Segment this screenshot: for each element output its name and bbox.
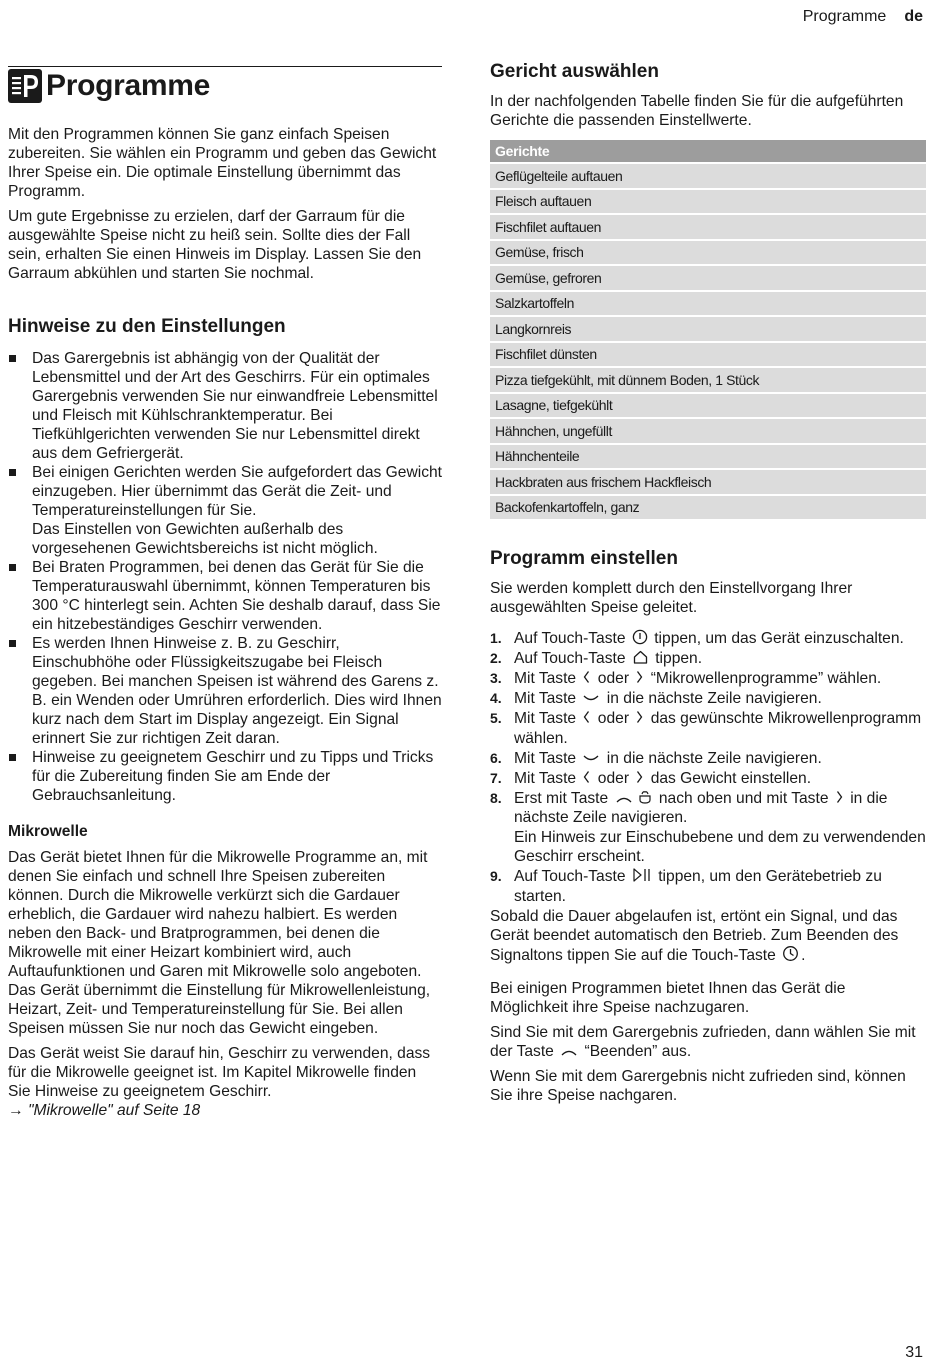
step-text: “Mikrowellenprogramme” wählen. [650,670,882,687]
hinweise-list [8,349,442,805]
step-text: tippen. [655,650,703,667]
step-text: Auf Touch-Taste [514,868,626,885]
program-list-icon [8,69,42,103]
step-text: Auf Touch-Taste [514,630,626,647]
table-row [490,445,926,469]
title-rule [8,66,442,67]
step-text: Mit Taste [514,749,577,767]
chevron-down-icon [582,693,600,705]
chevron-right-icon [635,669,644,685]
play-pause-icon [632,867,652,883]
steps-list [490,629,926,906]
hinweise-item-3-text: Bei Braten Programmen, bei denen das Gerät für Sie die Temperaturauswahl übernimmt, können Temperaturen bis 300 °C hinterlegt sein. Achten Sie deshalb darauf, dass Sie ein hitzebeständiges Geschirr verwenden. [32,559,441,633]
step-number: 2. [490,650,502,666]
hinweise-item-2-extra: Das Einstellen von Gewichten außerhalb des vorgesehenen Gewichtsbereichs ist nicht möglich. [32,521,378,557]
einstellen-intro: Sie werden komplett durch den Einstellvorgang Ihrer ausgewählten Speise geleitet. [490,580,853,616]
hinweise-item-2 [8,463,442,558]
table-cell: Hähnchen, ungefüllt [490,419,926,443]
running-head-section: Programme [802,8,887,25]
zufrieden-text: Sind Sie mit dem Garergebnis zufrieden, dann wählen Sie mit der Taste [490,1023,916,1060]
table-cell: Fischfilet dünsten [490,343,926,367]
chevron-up-icon [560,1046,578,1058]
dishes-table [490,138,926,521]
step-text: das Gewicht einstellen. [650,769,812,787]
step-1 [490,629,926,649]
signal-text-end: . [801,946,806,964]
table-cell: Backofenkartoffeln, ganz [490,496,926,520]
table-cell: Hähnchenteile [490,445,926,469]
page-number: 31 [905,1344,923,1361]
step-8 [490,789,926,867]
step-text: Erst mit Taste [514,789,609,807]
step-text: oder [597,769,630,787]
intro-paragraph-1: Mit den Programmen können Sie ganz einfach Speisen zubereiten. Sie wählen ein Programm und geben das Gewicht Ihrer Speise ein. Die optimale Einstellung übernimmt das Programm. [8,126,437,200]
chapter-title: Programme [46,69,211,102]
step-text: oder [597,670,630,687]
chevron-right-icon [635,709,644,725]
step-text: nach oben und mit Taste [658,789,829,807]
table-cell: Gemüse, frisch [490,241,926,265]
hinweise-item-1 [8,349,442,463]
step-text: tippen, um das Gerät einzuschalten. [654,630,904,647]
hinweise-item-1-text: Das Garergebnis ist abhängig von der Qualität der Lebensmittel und der Art des Geschirrs. Für ein optimales Garergebnis verwenden Sie nur einwandfreie Lebensmittel und Fleisch mit Kühlschranktemperatur. Bei Tiefkühlgerichten verwenden Sie nur Lebensmittel direkt aus dem Gefriergerät. [32,350,438,462]
table-row [490,496,926,520]
hinweise-item-4-text: Es werden Ihnen Hinweise z. B. zu Geschirr, Einschubhöhe oder Flüssigkeitszugabe bei Fleisch gegeben. Bei manchen Speisen ist während des Garens z. B. ein Wenden oder Umrühren erforderlich. Dies wird Ihnen kurz nach dem Start im Display angezeigt. Ein Signal erinnert Sie zur richtigen Zeit daran. [32,635,442,747]
chevron-down-icon [582,753,600,765]
mikrowelle-paragraph-1: Das Gerät bietet Ihnen für die Mikrowelle Programme an, mit denen Sie einfach und schnell Ihre Speisen zubereiten können. Durch die Mikrowelle verkürzt sich die Gardauer erheblich, die Gardauer wird nahezu halbiert. Es werden neben den Back- und Bratprogrammen, bei denen die Mikrowelle mit einer Heizart kombiniert wird, auch Auftaufunktionen und Garen mit Mikrowelle solo angeboten. [8,849,428,980]
step-text: Mit Taste [514,690,577,707]
table-cell: Lasagne, tiefgekühlt [490,394,926,418]
step-text: in die nächste Zeile navigieren. [606,749,822,767]
step-number: 1. [490,630,502,646]
step-text: oder [597,710,630,727]
hinweise-item-5-text: Hinweise zu geeignetem Geschirr und zu Tipps und Tricks für die Zubereitung finden Sie am Ende der Gebrauchsanleitung. [32,749,434,804]
power-icon [632,629,648,645]
step-8-extra: Ein Hinweis zur Einschubebene und dem zu verwendenden Geschirr erscheint. [514,828,926,865]
mikrowelle-heading: Mikrowelle [8,823,88,840]
table-row [490,241,926,265]
running-head-language: de [904,8,923,25]
step-7 [490,769,926,789]
signal-paragraph [490,907,926,965]
zufrieden-text-end: “Beenden” aus. [584,1042,692,1060]
table-row [490,317,926,341]
hinweise-item-3 [8,558,442,634]
chevron-left-icon [582,709,591,725]
step-number: 6. [490,749,502,766]
zufrieden-paragraph [490,1023,926,1061]
table-cell: Geflügelteile auftauen [490,164,926,188]
step-number: 4. [490,690,502,706]
recipe-pot-icon [637,789,653,805]
right-column [490,60,926,1105]
intro-paragraph-2: Um gute Ergebnisse zu erzielen, darf der Garraum für die ausgewählte Speise nicht zu heiß sein. Sollte dies der Fall sein, erhalten Sie einen Hinweis im Display. Lassen Sie den Garraum abkühlen und starten Sie nochmal. [8,208,422,282]
left-column [8,66,442,1120]
table-cell: Fischfilet auftauen [490,215,926,239]
arrow-right-icon: → [8,1102,24,1119]
step-text: Mit Taste [514,769,577,787]
table-cell: Gemüse, gefroren [490,266,926,290]
chevron-right-icon [635,769,644,785]
home-icon [632,649,649,665]
table-cell: Hackbraten aus frischem Hackfleisch [490,470,926,494]
table-row [490,419,926,443]
einstellen-heading: Programm einstellen [490,548,678,569]
step-number: 3. [490,670,502,686]
step-text: das gewünschte Mikrowellenprogramm wählen. [514,710,922,747]
step-number: 8. [490,789,502,806]
table-row [490,343,926,367]
cross-reference-link[interactable] [8,1101,442,1120]
signal-text: Sobald die Dauer abgelaufen ist, ertönt ein Signal, und das Gerät beendet automatisch den Betrieb. Zum Beenden des Signaltons tippen Sie auf die Touch-Taste [490,907,899,964]
mikrowelle-paragraph-3: Das Gerät weist Sie darauf hin, Geschirr zu verwenden, dass für die Mikrowelle geeignet ist. Im Kapitel Mikrowelle finden Sie Hinweise zu geeignetem Geschirr. [8,1045,431,1100]
chevron-left-icon [582,669,591,685]
running-head [803,8,923,26]
step-text: in die nächste Zeile navigieren. [606,690,822,707]
table-row [490,368,926,392]
step-2 [490,649,926,669]
table-cell: Langkornreis [490,317,926,341]
mikrowelle-paragraph-2: Das Gerät übernimmt die Einstellung für Mikrowellenleistung, Heizart, Zeit- und Temperatureinstellung für Sie. Bei allen Speisen müssen Sie nur noch das Gewicht eingeben. [8,982,431,1037]
step-number: 5. [490,710,502,726]
chevron-up-icon [615,793,633,805]
hinweise-heading: Hinweise zu den Einstellungen [8,316,286,337]
table-row [490,292,926,316]
table-cell: Pizza tiefgekühlt, mit dünnem Boden, 1 Stück [490,368,926,392]
chevron-left-icon [582,769,591,785]
table-row [490,215,926,239]
step-4 [490,689,926,709]
table-row [490,164,926,188]
step-text: Mit Taste [514,670,577,687]
table-cell: Salzkartoffeln [490,292,926,316]
step-number: 9. [490,868,502,884]
gericht-heading: Gericht auswählen [490,61,659,82]
step-text: tippen, um den Gerätebetrieb zu starten. [514,868,882,905]
step-9 [490,867,926,906]
chapter-title-row [8,69,442,103]
timer-icon [782,945,799,962]
table-row [490,470,926,494]
step-text: in die nächste Zeile navigieren. [514,789,888,826]
nachgaren-paragraph: Bei einigen Programmen bietet Ihnen das Gerät die Möglichkeit ihre Speise nachzugaren. [490,979,846,1016]
step-number: 7. [490,769,502,786]
chevron-right-icon [835,789,844,805]
cross-reference-text: "Mikrowelle" auf Seite 18 [27,1102,201,1119]
step-text: Mit Taste [514,710,577,727]
table-row [490,394,926,418]
step-5 [490,709,926,748]
hinweise-item-5 [8,748,442,805]
dishes-table-header-row [490,140,926,162]
nicht-zufrieden-paragraph: Wenn Sie mit dem Garergebnis nicht zufrieden sind, können Sie ihre Speise nachgaren. [490,1067,906,1104]
table-cell: Fleisch auftauen [490,190,926,214]
table-row [490,266,926,290]
gericht-intro: In der nachfolgenden Tabelle finden Sie für die aufgeführten Gerichte die passenden Einstellwerte. [490,93,904,129]
hinweise-item-2-text: Bei einigen Gerichten werden Sie aufgefordert das Gewicht einzugeben. Hier übernimmt das Gerät die Zeit- und Temperatureinstellungen für Sie. [32,464,443,519]
table-row [490,190,926,214]
step-6 [490,749,926,769]
step-3 [490,669,926,689]
hinweise-item-4 [8,634,442,748]
dishes-table-header: Gerichte [490,140,926,162]
step-text: Auf Touch-Taste [514,650,626,667]
